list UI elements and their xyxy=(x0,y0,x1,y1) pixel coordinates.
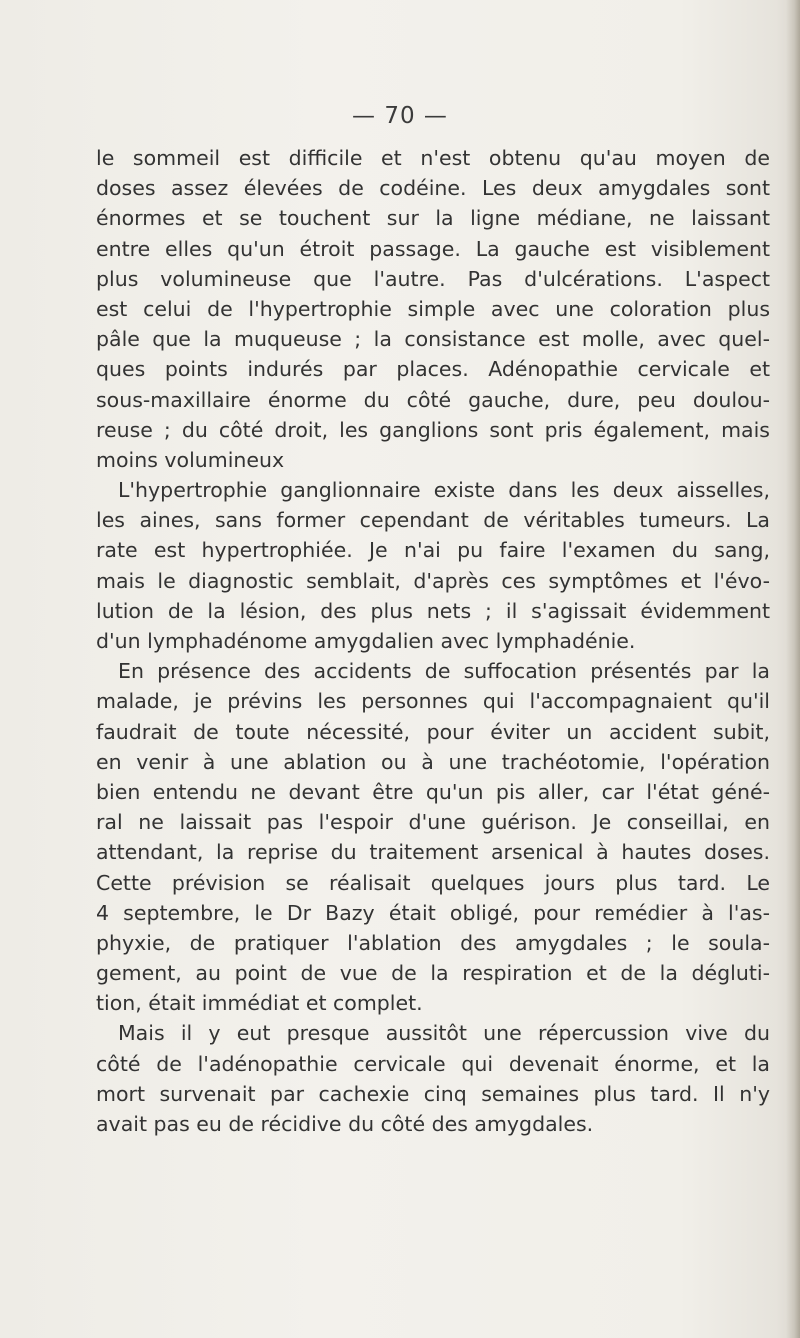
text-line: pâle que la muqueuse ; la consistance est molle, avec quel- xyxy=(96,327,770,352)
paragraph-end-line: moins volumineux xyxy=(96,447,285,472)
text-line: bien entendu ne devant être qu'un pis aller, car l'état géné- xyxy=(96,779,770,804)
text-line: les aines, sans former cependant de véritables tumeurs. La xyxy=(96,508,770,533)
paragraph-end-line: avait pas eu de récidive du côté des amygdales. xyxy=(96,1112,594,1136)
text-line: ral ne laissait pas l'espoir d'une guérison. Je conseillai, en xyxy=(96,810,770,835)
text-line: entre elles qu'un étroit passage. La gauche est visiblement xyxy=(96,236,770,261)
text-line: phyxie, de pratiquer l'ablation des amygdales ; le soula- xyxy=(96,930,770,955)
paragraph-end-line: tion, était immédiat et complet. xyxy=(96,991,423,1016)
page-number: — 70 — xyxy=(352,103,448,129)
text-line: le sommeil est difficile et n'est obtenu qu'au moyen de xyxy=(96,146,770,170)
text-line: côté de l'adénopathie cervicale qui devenait énorme, et la xyxy=(96,1051,770,1076)
text-line: sous-maxillaire énorme du côté gauche, dure, peu doulou- xyxy=(96,387,770,412)
paragraph-end-line: d'un lymphadénome amygdalien avec lymphadénie. xyxy=(96,629,636,653)
text-line: 4 septembre, le Dr Bazy était obligé, pour remédier à l'as- xyxy=(96,900,770,925)
text-line: mais le diagnostic semblait, d'après ces symptômes et l'évo- xyxy=(96,568,770,593)
paragraph-start-line: Mais il y eut presque aussitôt une répercussion vive du xyxy=(118,1021,770,1046)
text-line: lution de la lésion, des plus nets ; il s'agissait évidemment xyxy=(96,598,770,623)
text-line: malade, je prévins les personnes qui l'accompagnaient qu'il xyxy=(96,689,770,714)
body-text xyxy=(96,143,770,1139)
text-line: doses assez élevées de codéine. Les deux amygdales sont xyxy=(96,176,770,201)
paragraph-start-line: En présence des accidents de suffocation présentés par la xyxy=(118,659,770,684)
page-edge-shadow xyxy=(786,0,800,1338)
paragraph-start-line: L'hypertrophie ganglionnaire existe dans les deux aisselles, xyxy=(118,478,770,503)
text-line: Cette prévision se réalisait quelques jours plus tard. Le xyxy=(96,870,770,895)
text-line: mort survenait par cachexie cinq semaines plus tard. Il n'y xyxy=(96,1081,770,1106)
text-line: énormes et se touchent sur la ligne médiane, ne laissant xyxy=(96,206,770,231)
text-line: gement, au point de vue de la respiration et de la dégluti- xyxy=(96,961,770,986)
text-line: rate est hypertrophiée. Je n'ai pu faire l'examen du sang, xyxy=(96,538,770,563)
text-line: attendant, la reprise du traitement arsenical à hautes doses. xyxy=(96,840,770,865)
text-line: en venir à une ablation ou à une trachéotomie, l'opération xyxy=(96,749,770,774)
text-line: est celui de l'hypertrophie simple avec une coloration plus xyxy=(96,296,770,321)
text-line: ques points indurés par places. Adénopathie cervicale et xyxy=(96,357,770,382)
text-line: faudrait de toute nécessité, pour éviter un accident subit, xyxy=(96,719,770,744)
text-line: plus volumineuse que l'autre. Pas d'ulcérations. L'aspect xyxy=(96,266,770,291)
text-line: reuse ; du côté droit, les ganglions sont pris également, mais xyxy=(96,417,770,442)
